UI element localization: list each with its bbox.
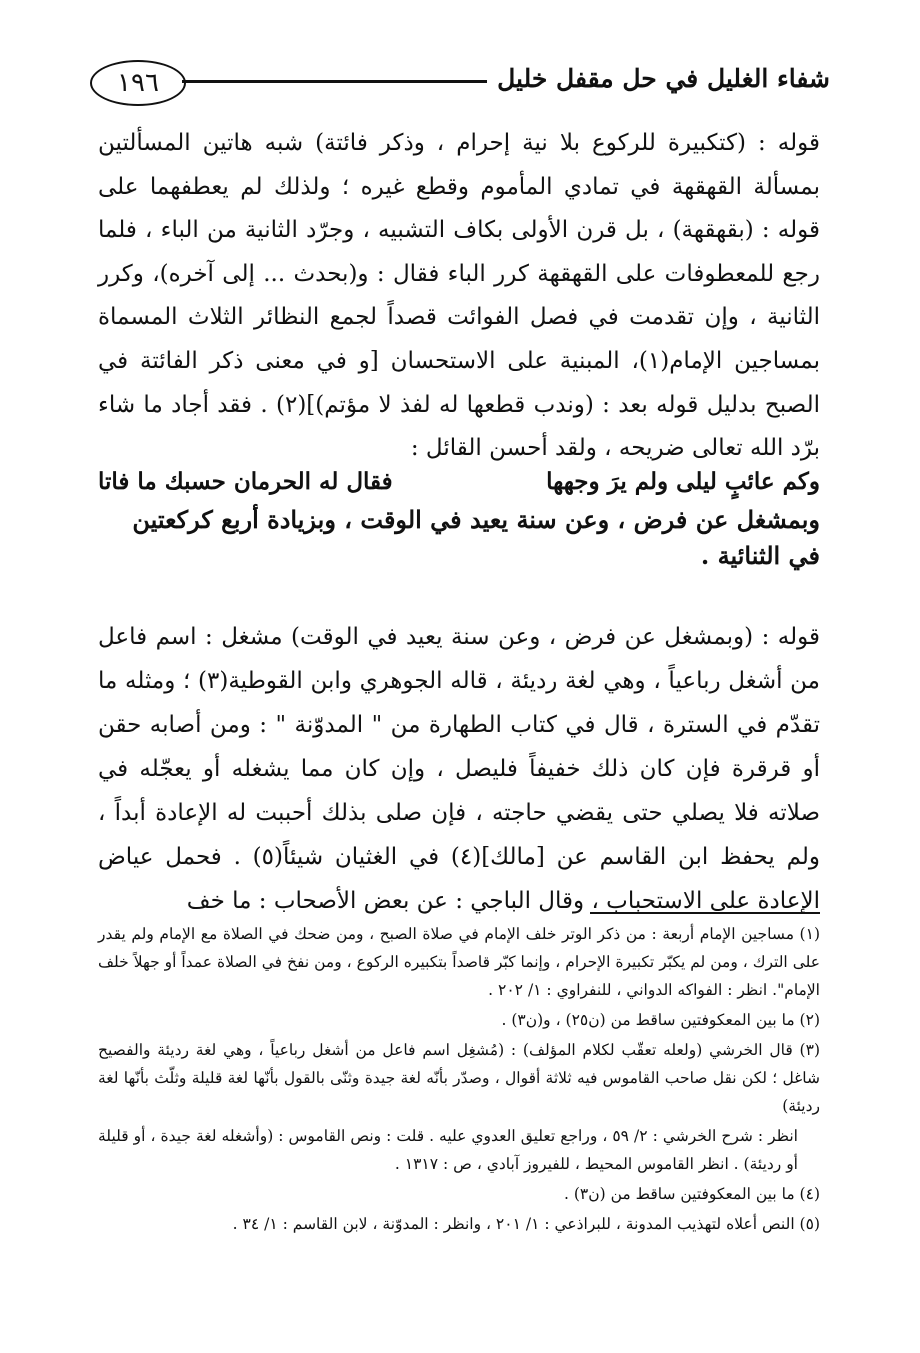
footnote-3: (٣) قال الخرشي (ولعله تعقّب لكلام المؤلف) : (مُشغِل اسم فاعل من أشغل رباعياً ، وهي لغة رديئة والفصيح شاغل ؛ لكن نقل صاحب القاموس فيه ثلاثة أقوال ، وصدّر بأنّه لغة جيدة وثنّى بالقول بأنّها لغة قليلة وثلّث بأنّها لغة رديئة) bbox=[98, 1041, 820, 1115]
poem-verse bbox=[98, 462, 820, 502]
footnote-3-continued: انظر : شرح الخرشي : ٢/ ٥٩ ، وراجع تعليق العدوي عليه . قلت : ونص القاموس : (وأشغله لغة جيدة ، أو قليلة أو رديئة) . انظر القاموس المحيط ، للفيروز آبادي ، ص : ١٣١٧ . bbox=[98, 1127, 798, 1173]
footnote-2: (٢) ما بين المعكوفتين ساقط من (ن٢٥) ، و(ن٣) . bbox=[501, 1011, 820, 1029]
hemistich-right: وكم عائبٍ ليلى ولم يرَ وجهها bbox=[546, 468, 820, 495]
footnote-5: (٥) النص أعلاه لتهذيب المدونة ، للبراذعي : ١/ ٢٠١ ، وانظر : المدوّنة ، لابن القاسم : ١/ ٣٤ . bbox=[232, 1215, 820, 1233]
poem-block bbox=[98, 462, 820, 574]
running-title: شفاء الغليل في حل مقفل خليل bbox=[487, 56, 830, 102]
footnote-4: (٤) ما بين المعكوفتين ساقط من (ن٣) . bbox=[563, 1185, 820, 1203]
footnotes bbox=[98, 920, 820, 1240]
page-number: ١٩٦ bbox=[90, 60, 186, 106]
body-paragraph-1 bbox=[98, 122, 820, 471]
page-header bbox=[90, 58, 830, 118]
hemistich-left: فقال له الحرمان حسبك ما فاتا bbox=[98, 468, 393, 495]
paragraph-1-text: قوله : (كتكبيرة للركوع بلا نية إحرام ، وذكر فائتة) شبه هاتين المسألتين بمسألة القهقهة في تمادي المأموم وقطع غيره ؛ ولذلك لم يعطفهما على قوله : (بقهقهة) ، بل قرن الأولى بكاف التشبيه ، وجرّد الثانية من الباء ، فلما رجع للمعطوفات على القهقهة كرر الباء فقال : و(بحدث ... إلى آخره)، وكرر الثانية ، وإن تقدمت في فصل الفوائت قصداً لجمع النظائر الثلاث المسماة بمساجين الإمام(١)، المبنية على الاستحسان [و في معنى ذكر الفائتة في الصبح بدليل قوله بعد : (وندب قطعها له لفذ لا مؤتم)](٢) . فقد أجاد ما شاء برّد الله تعالى ضريحه ، ولقد أحسن القائل : bbox=[98, 130, 820, 462]
footnote-separator bbox=[590, 912, 820, 914]
body-paragraph-2 bbox=[98, 592, 820, 946]
paragraph-2-text: قوله : (وبمشغل عن فرض ، وعن سنة يعيد في الوقت) مشغل : اسم فاعل من أشغل رباعياً ، وهي لغة رديئة ، قاله الجوهري وابن القوطية(٣) ؛ ومثله ما تقدّم في السترة ، قال في كتاب الطهارة من " المدوّنة " : ومن أصابه حقن أو قرقرة فإن كان ذلك خفيفاً فليصل ، وإن كان مما يشغله أو يعجّله في صلاته فلا يصلي حتى يقضي حاجته ، فإن صلى بذلك أحببت له الإعادة أبداً ، ولم يحفظ ابن القاسم عن [مالك](٤) في الغثيان شيئاً(٥) . فحمل عياض الإعادة على الاستحباب ، وقال الباجي : عن بعض الأصحاب : ما خف bbox=[98, 624, 821, 914]
matn-text: وبمشغل عن فرض ، وعن سنة يعيد في الوقت ، وبزيادة أربع كركعتين في الثنائية . bbox=[132, 505, 820, 570]
footnote-1: (١) مساجين الإمام أربعة : من ذكر الوتر خلف الإمام في صلاة الصبح ، ومن ضحك في الصلاة مع الإمام ولم يقدر على الترك ، ومن لم يكبّر تكبيرة الإحرام ، وإنما كبّر قاصداً بتكبيره الركوع ، ومن نفخ في الصلاة عمداً أو جهلاً خلف الإمام". انظر : الفواكه الدواني ، للنفراوي : ١/ ٢٠٢ . bbox=[98, 925, 820, 999]
